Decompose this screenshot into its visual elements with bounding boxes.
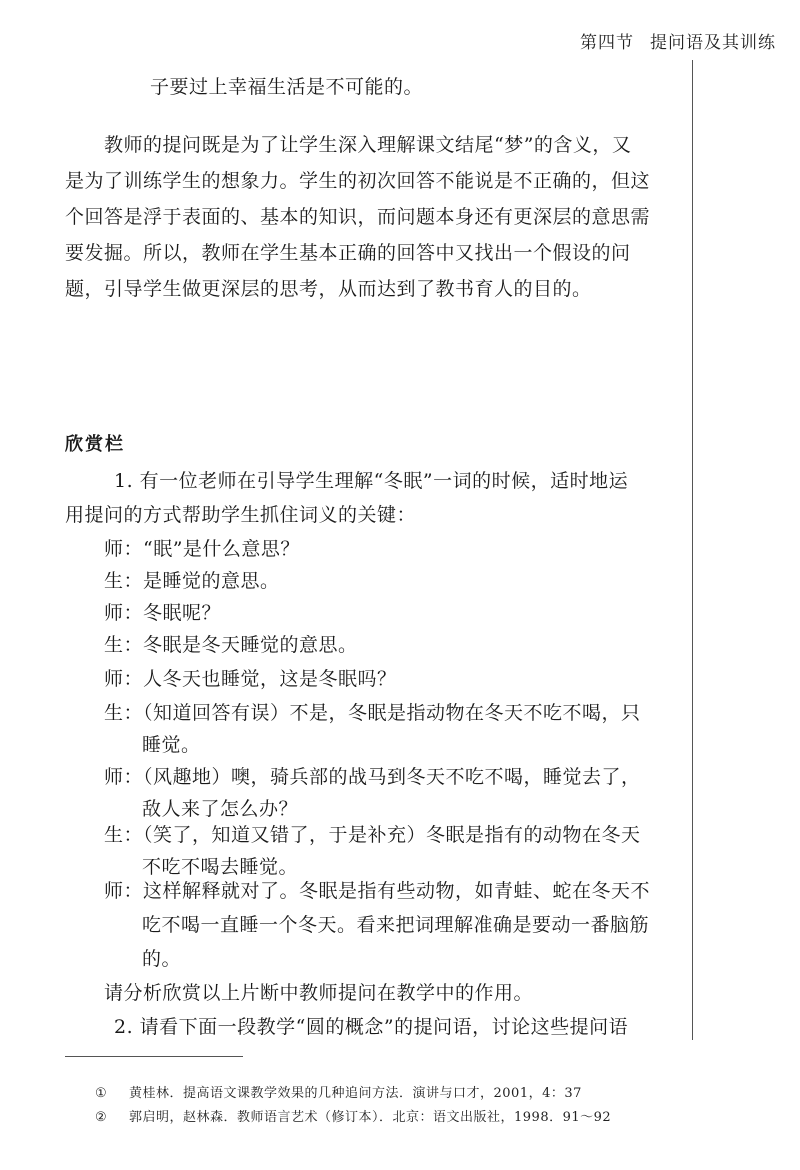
dialogue-line: 师：冬眠呢？	[104, 602, 222, 624]
footnote-mark: ②	[95, 1110, 108, 1125]
paragraph-line: 是为了训练学生的想象力。学生的初次回答不能说是不正确的，但这	[65, 170, 651, 192]
dialogue-line: 师：这样解释就对了。冬眠是指有些动物，如青蛙、蛇在冬天不	[104, 880, 651, 902]
paragraph-line: 个回答是浮于表面的、基本的知识，而问题本身还有更深层的意思需	[65, 206, 651, 228]
item-line: 2. 请看下面一段教学“圆的概念”的提问语，讨论这些提问语	[114, 1016, 629, 1038]
dialogue-line: 生：（笑了，知道又错了，于是补充）冬眠是指有的动物在冬天	[104, 824, 641, 846]
footnote-text: 黄桂林．提高语文课教学效果的几种追问方法．演讲与口才，2001，4：37	[129, 1086, 582, 1101]
dialogue-line: 师：人冬天也睡觉，这是冬眠吗？	[104, 668, 397, 690]
footnote-text: 郭启明，赵林森．教师语言艺术（修订本）．北京：语文出版社，1998．91～92	[129, 1110, 612, 1125]
item-line: 用提问的方式帮助学生抓住词义的关键：	[65, 504, 417, 526]
paragraph-line: 教师的提问既是为了让学生深入理解课文结尾“梦”的含义，又	[104, 134, 632, 156]
footnote-rule	[65, 1056, 243, 1057]
paragraph-line: 题，引导学生做更深层的思考，从而达到了教书育人的目的。	[65, 278, 592, 300]
dialogue-line: 的。	[142, 948, 182, 970]
footnote	[95, 1082, 582, 1101]
dialogue-line: 师：“眠”是什么意思？	[104, 538, 300, 560]
paragraph-line: 子要过上幸福生活是不可能的。	[150, 76, 424, 98]
dialogue-line: 生：冬眠是冬天睡觉的意思。	[104, 634, 358, 656]
footnote-mark: ①	[95, 1086, 108, 1101]
item-line: 1. 有一位老师在引导学生理解“冬眠”一词的时候，适时地运	[114, 470, 629, 492]
dialogue-line: 不吃不喝去睡觉。	[142, 856, 299, 878]
margin-rule	[692, 60, 693, 1040]
dialogue-line: 生：（知道回答有误）不是，冬眠是指动物在冬天不吃不喝，只	[104, 702, 641, 724]
section-heading: 欣赏栏	[65, 434, 125, 455]
section-number: 第四节	[580, 33, 634, 53]
dialogue-line: 生：是睡觉的意思。	[104, 570, 280, 592]
question-line: 请分析欣赏以上片断中教师提问在教学中的作用。	[104, 982, 534, 1004]
dialogue-line: 吃不喝一直睡一个冬天。看来把词理解准确是要动一番脑筋	[142, 914, 650, 936]
section-title: 提问语及其训练	[650, 33, 776, 53]
dialogue-line: 睡觉。	[142, 734, 201, 756]
paragraph-line: 要发掘。所以，教师在学生基本正确的回答中又找出一个假设的问	[65, 242, 631, 264]
running-header	[580, 28, 776, 53]
dialogue-line: 师：（风趣地）噢，骑兵部的战马到冬天不吃不喝，睡觉去了，	[104, 766, 641, 788]
footnote	[95, 1106, 611, 1125]
dialogue-line: 敌人来了怎么办？	[142, 798, 299, 820]
